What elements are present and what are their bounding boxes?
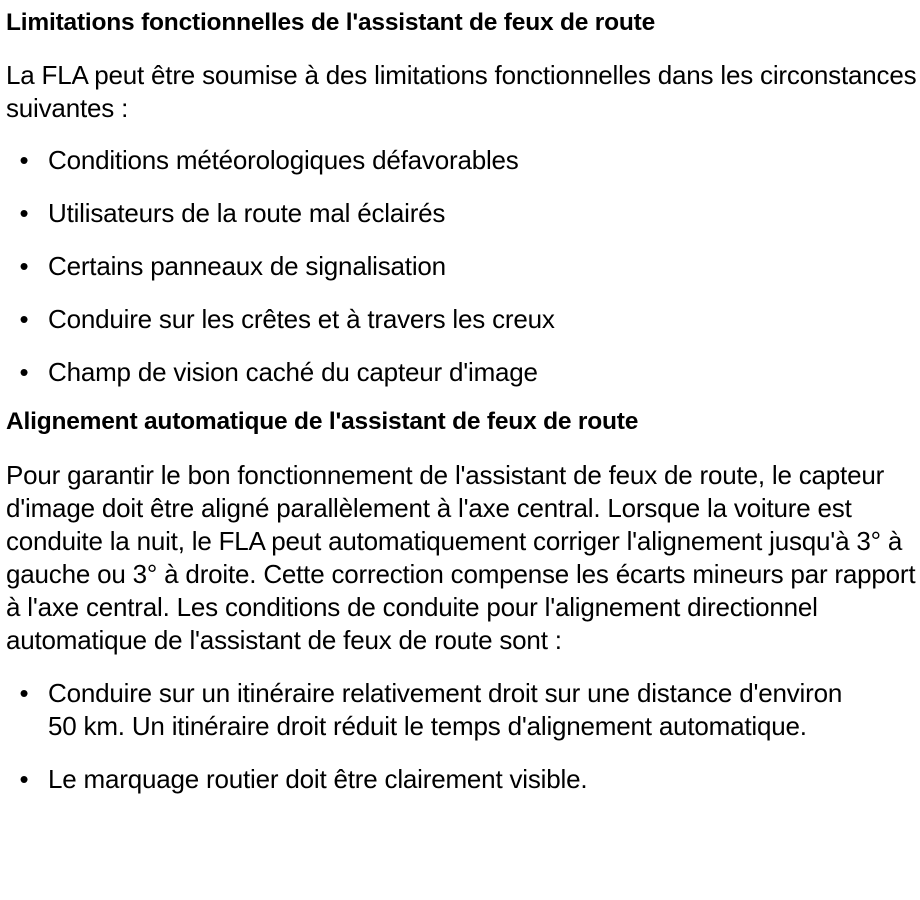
bullet-icon: •	[19, 251, 29, 281]
bullet-icon: •	[19, 198, 29, 228]
list-item: • Conduire sur les crêtes et à travers les creux	[6, 303, 920, 336]
limitations-list	[6, 144, 920, 389]
bullet-icon: •	[19, 357, 29, 387]
list-item: • Le marquage routier doit être clairement visible.	[6, 763, 920, 796]
list-item: • Utilisateurs de la route mal éclairés	[6, 197, 920, 230]
list-item: • Certains panneaux de signalisation	[6, 250, 920, 283]
section-heading-alignment: Alignement automatique de l'assistant de feux de route	[6, 408, 639, 435]
list-item: • Champ de vision caché du capteur d'image	[6, 356, 920, 389]
bullet-icon: •	[19, 145, 29, 175]
bullet-icon: •	[19, 678, 29, 708]
bullet-icon: •	[19, 304, 29, 334]
list-item: • Conduire sur un itinéraire relativement droit sur une distance d'environ 50 km. Un itinéraire droit réduit le temps d'alignement automatique.	[6, 677, 920, 743]
list-item: • Conditions météorologiques défavorables	[6, 144, 920, 177]
bullet-icon: •	[19, 764, 29, 794]
alignment-conditions-list	[6, 677, 920, 796]
section-intro-alignment: Pour garantir le bon fonctionnement de l'assistant de feux de route, le capteur d'image doit être aligné parallèlement à l'axe central. Lorsque la voiture est conduite la nuit, le FLA peut automatiquement corriger l'alignement jusqu'à 3° à gauche ou 3° à droite. Cette correction compense les écarts mineurs par rapport à l'axe central. Les conditions de conduite pour l'alignement directionnel automatique de l'assistant de feux de route sont :	[6, 460, 916, 655]
section-heading-limitations: Limitations fonctionnelles de l'assistant de feux de route	[6, 9, 656, 36]
section-intro-limitations: La FLA peut être soumise à des limitations fonctionnelles dans les circonstances suivantes :	[6, 60, 917, 123]
